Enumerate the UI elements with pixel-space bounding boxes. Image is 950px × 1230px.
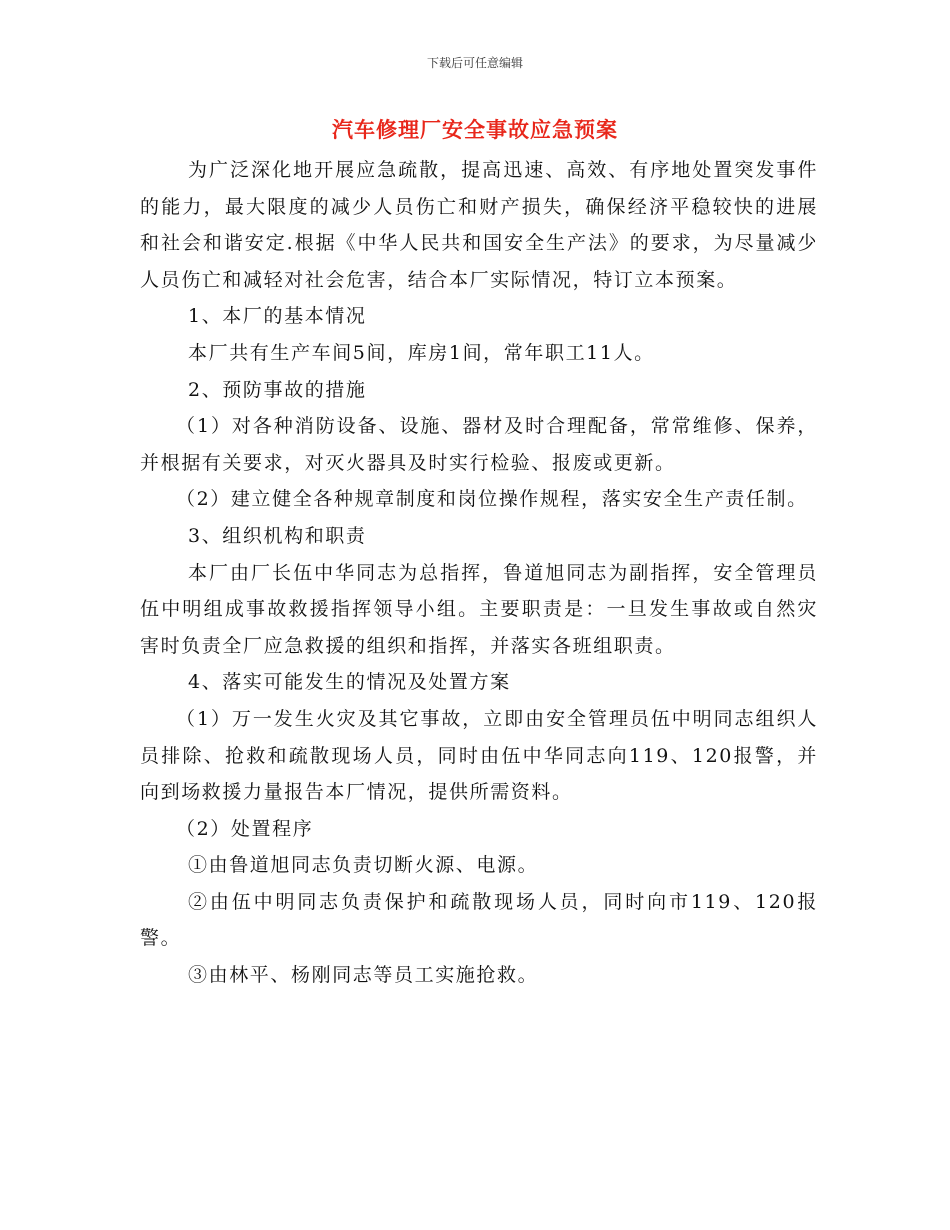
document-body	[140, 152, 818, 994]
section-4-item-1: （1）万一发生火灾及其它事故，立即由安全管理员伍中明同志组织人员排除、抢救和疏散现场人员，同时由伍中华同志向119、120报警，并向到场救援力量报告本厂情况，提供所需资料。	[140, 707, 818, 804]
section-2-item-1: （1）对各种消防设备、设施、器材及时合理配备，常常维修、保养，并根据有关要求，对灭火器具及时实行检验、报废或更新。	[140, 415, 818, 474]
intro-paragraph: 为广泛深化地开展应急疏散，提高迅速、高效、有序地处置突发事件的能力，最大限度的减少人员伤亡和财产损失，确保经济平稳较快的进展和社会和谐安定.根据《中华人民共和国安全生产法》的要求，为尽量减少人员伤亡和减轻对社会危害，结合本厂实际情况，特订立本预案。	[140, 159, 818, 291]
procedure-step-1: ①由鲁道旭同志负责切断火源、电源。	[188, 854, 539, 877]
section-2-heading: 2、预防事故的措施	[188, 378, 367, 401]
section-3-heading: 3、组织机构和职责	[188, 524, 367, 547]
section-1-heading: 1、本厂的基本情况	[188, 305, 367, 328]
document-title: 汽车修理厂安全事故应急预案	[332, 117, 618, 142]
page-header-note: 下载后可任意编辑	[426, 56, 523, 70]
section-4-heading: 4、落实可能发生的情况及处置方案	[188, 671, 511, 694]
section-2-item-2: （2）建立健全各种规章制度和岗位操作规程，落实安全生产责任制。	[176, 488, 808, 511]
section-4-item-2: （2）处置程序	[176, 817, 314, 840]
section-3-text: 本厂由厂长伍中华同志为总指挥，鲁道旭同志为副指挥，安全管理员伍中明组成事故救援指挥领导小组。主要职责是：一旦发生事故或自然灾害时负责全厂应急救援的组织和指挥，并落实各班组职责。	[140, 561, 818, 657]
section-1-text: 本厂共有生产车间5间，库房1间，常年职工11人。	[188, 341, 655, 364]
procedure-step-2: ②由伍中明同志负责保护和疏散现场人员，同时向市119、120报警。	[140, 890, 818, 950]
procedure-step-3: ③由林平、杨刚同志等员工实施抢救。	[188, 964, 539, 987]
